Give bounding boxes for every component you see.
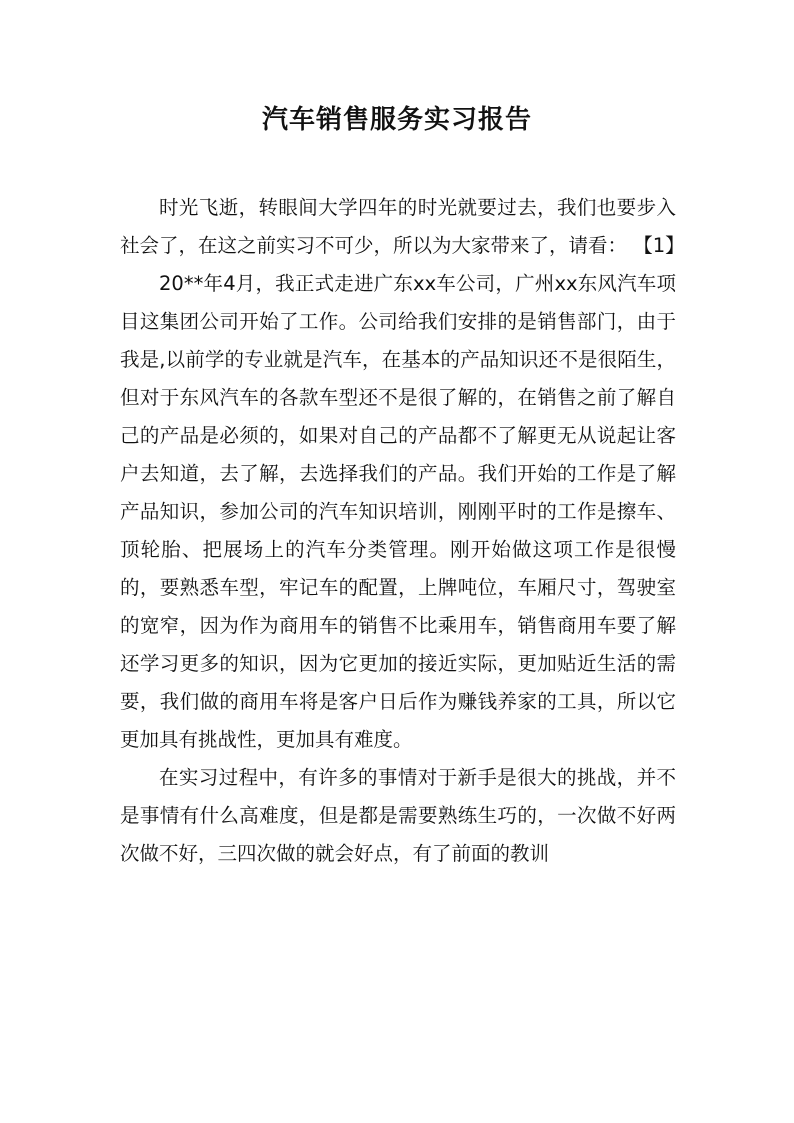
document-title: 汽车销售服务实习报告 — [261, 105, 532, 135]
paragraph-internship-start: 20**年4月，我正式走进广东xx车公司，广州xx东风汽车项目这集团公司开始了工作。公司给我们安排的是销售部门，由于我是,以前学的专业就是汽车，在基本的产品知识还不是很陌生，但对于东风汽车的各款车型还不是很了解的，在销售之前了解自己的产品是必须的，如果对自己的产品都不了解更无从说起让客户去知道，去了解，去选择我们的产品。我们开始的工作是了解产品知识，参加公司的汽车知识培训，刚刚平时的工作是擦车、顶轮胎、把展场上的汽车分类管理。刚开始做这项工作是很慢的，要熟悉车型，牢记车的配置，上牌吨位，车厢尺寸，驾驶室的宽窄，因为作为商用车的销售不比乘用车，销售商用车要了解还学习更多的知识，因为它更加的接近实际，更加贴近生活的需要，我们做的商用车将是客户日后作为赚钱养家的工具，所以它更加具有挑战性，更加具有难度。 — [120, 272, 676, 751]
document-body — [120, 189, 685, 873]
paragraph-intro: 时光飞逝，转眼间大学四年的时光就要过去，我们也要步入社会了，在这之前实习不可少，所以为大家带来了，请看： 【1】 — [120, 196, 685, 257]
paragraph-challenges: 在实习过程中，有许多的事情对于新手是很大的挑战，并不是事情有什么高难度，但是都是需要熟练生巧的，一次做不好两次做不好，三四次做的就会好点，有了前面的教训 — [120, 766, 676, 865]
